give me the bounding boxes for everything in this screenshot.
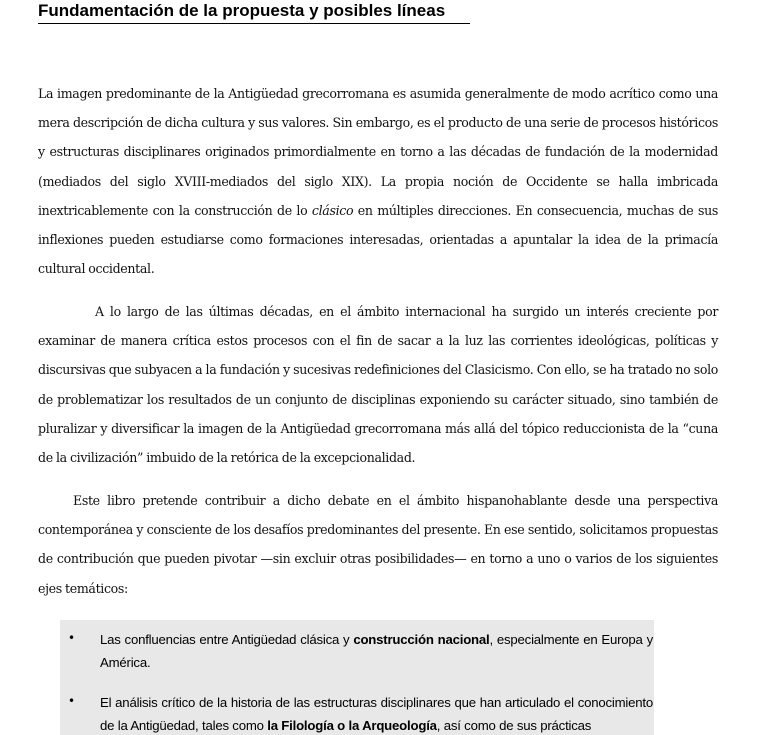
paragraph-1-text-end: en múltiples direcciones. En consecuencia, muchas de sus inflexiones pueden estudiarse como formaciones interesadas, orientadas a apuntalar la idea de la primacía cultural occidental.: [38, 202, 718, 277]
paragraph-1-italic-term: clásico: [311, 202, 354, 218]
list-item-2-text-end: , así como de sus prácticas: [436, 718, 592, 733]
bullet-icon: •: [68, 631, 76, 645]
paragraph-1: [38, 79, 718, 283]
list-item-1-bold: construcción nacional: [353, 632, 490, 647]
list-item: [100, 628, 653, 674]
list-item-2-bold: la Filología o la Arqueología: [267, 718, 437, 733]
list-item-1-text-end: , especialmente en Europa y América.: [100, 632, 653, 670]
section-heading: Fundamentación de la propuesta y posibles líneas: [38, 0, 470, 24]
list-item-2-text-start: El análisis crítico de la historia de las estructuras disciplinares que han articulado el conocimiento de la Antigüedad, tales como: [100, 695, 653, 733]
list-item: [100, 691, 653, 735]
paragraph-1-text-start: La imagen predominante de la Antigüedad grecorromana es asumida generalmente de modo acrítico como una mera descripción de dicha cultura y sus valores. Sin embargo, es el producto de una serie de procesos históricos y estructuras disciplinares originados primordialmente en torno a las décadas de fundación de la modernidad (mediados del siglo XVIII-mediados del siglo XIX). La propia noción de Occidente se halla imbricada inextricablemente con la construcción de lo: [38, 86, 718, 218]
paragraph-3: Este libro pretende contribuir a dicho debate en el ámbito hispanohablante desde una perspectiva contemporánea y consciente de los desafíos predominantes del presente. En ese sentido, solicitamos propuestas de contribución que pueden pivotar —sin excluir otras posibilidades— en torno a uno o varios de los siguientes ejes temáticos:: [38, 493, 718, 596]
bullet-icon: •: [68, 694, 76, 708]
paragraph-2: A lo largo de las últimas décadas, en el ámbito internacional ha surgido un interés creciente por examinar de manera crítica estos procesos con el fin de sacar a la luz las corrientes ideológicas, políticas y discursivas que subyacen a la fundación y sucesivas redefiniciones del Clasicismo. Con ello, se ha tratado no solo de problematizar los resultados de un conjunto de disciplinas exponiendo su carácter situado, sino también de pluralizar y diversificar la imagen de la Antigüedad grecorromana más allá del tópico reduccionista de la “cuna de la civilización” imbuido de la retórica de la excepcionalidad.: [38, 304, 718, 466]
list-item-1-text-start: Las confluencias entre Antigüedad clásica y: [100, 632, 354, 647]
